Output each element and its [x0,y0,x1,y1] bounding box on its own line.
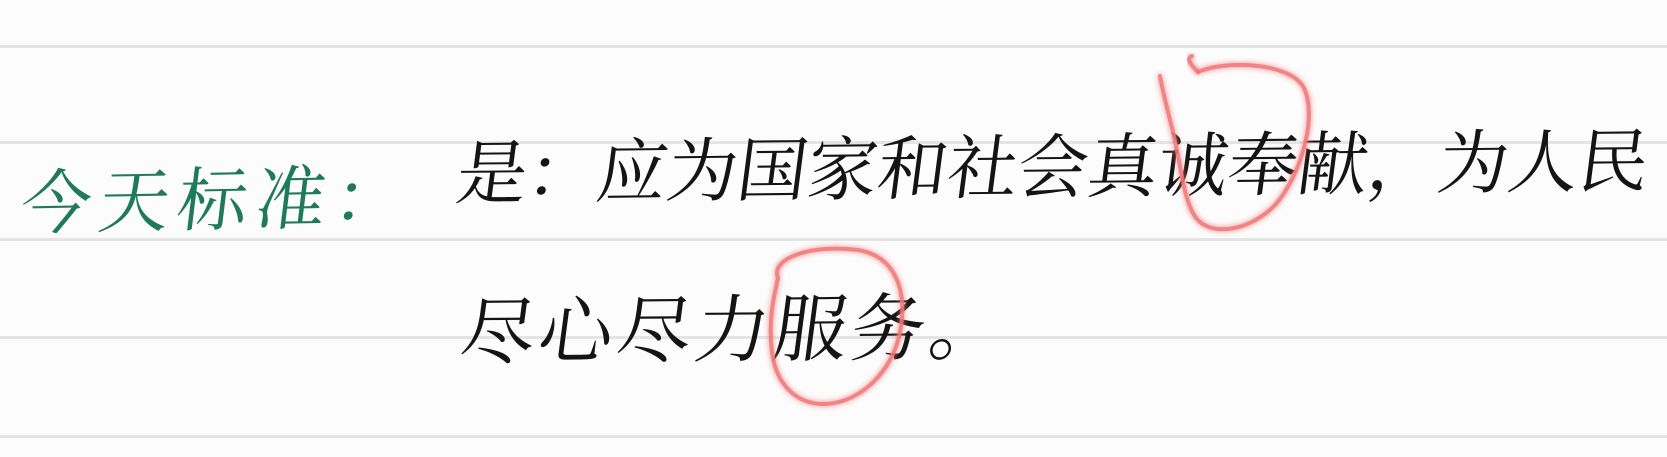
highlight-loop-offering-tail [1189,56,1198,72]
label-handwriting: 今天标准： [16,156,418,245]
line-2-handwriting: 尽心尽力服务。 [455,285,1014,376]
ruled-line-1 [0,45,1667,48]
line-1-handwriting: 是：应为国家和社会真诚奉献，为人民 [451,120,1655,215]
ruled-line-5 [0,435,1667,438]
